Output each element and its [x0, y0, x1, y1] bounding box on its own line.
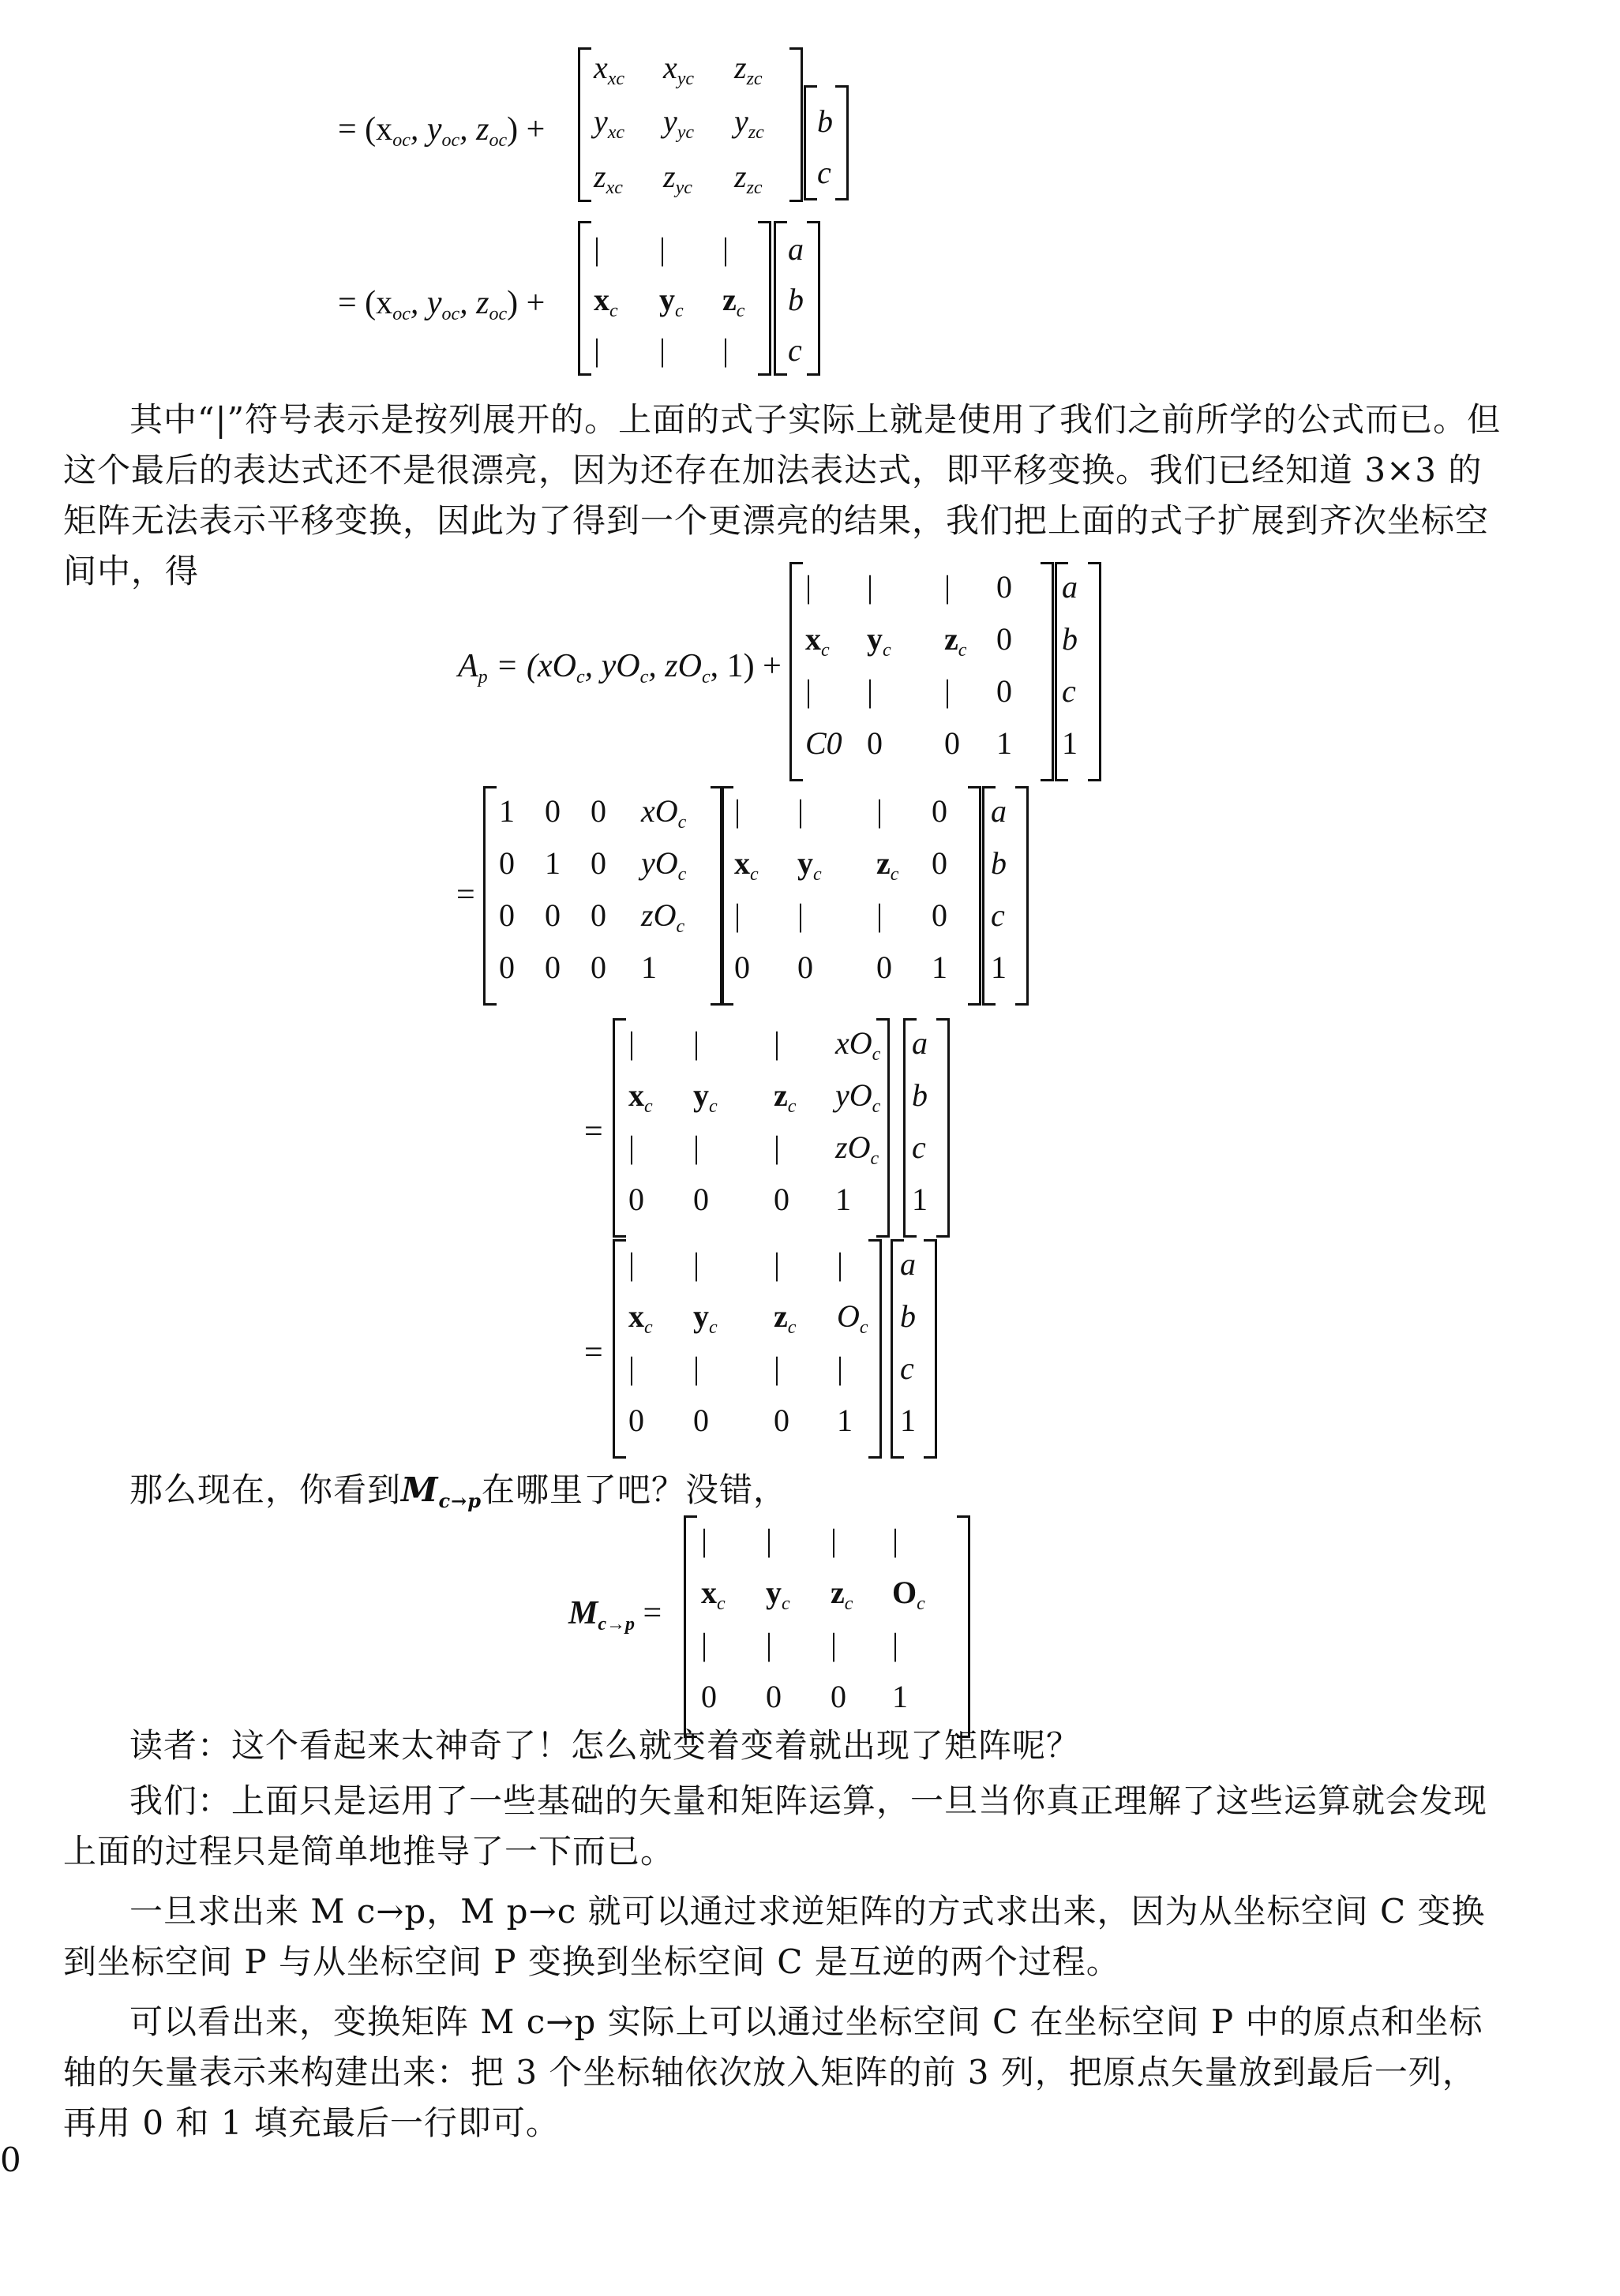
matrix-entry: |: [766, 1627, 773, 1662]
vector-entry: c: [817, 155, 831, 190]
matrix-entry: C0: [805, 725, 842, 761]
vector-entry: b: [900, 1298, 916, 1334]
matrix-entry: |: [693, 1025, 700, 1061]
matrix-entry: $y_{xc}$: [594, 103, 625, 143]
vector-entry: a: [900, 1246, 916, 1282]
matrix-entry: 0: [774, 1403, 789, 1438]
matrix-entry: $y_c$: [797, 845, 822, 885]
matrix-entry: |: [628, 1246, 636, 1282]
vector-entry: b: [788, 282, 804, 317]
matrix-entry: $z_c$: [876, 845, 899, 885]
matrix-entry: |: [659, 332, 666, 368]
matrix-entry: |: [766, 1523, 773, 1558]
bracket-right: [807, 221, 820, 376]
eq-equals: =: [584, 1114, 603, 1150]
matrix-entry: |: [867, 569, 874, 605]
matrix-entry: |: [722, 332, 729, 368]
matrix-entry: 0: [693, 1182, 709, 1217]
bracket-left: [613, 1239, 626, 1459]
bracket-left: [804, 85, 817, 200]
bracket-left: [578, 47, 591, 202]
matrix-entry: |: [797, 793, 804, 829]
vector-entry: b: [912, 1077, 928, 1113]
matrix-entry: 0: [693, 1403, 709, 1438]
bracket-left: [578, 221, 591, 376]
matrix-entry: $x_c$: [628, 1077, 653, 1117]
bracket-right: [835, 85, 849, 200]
vector-entry: b: [991, 845, 1007, 881]
vector-entry: c: [991, 897, 1005, 933]
matrix-entry: 0: [831, 1679, 846, 1714]
matrix-entry: 0: [499, 845, 515, 881]
matrix-entry: 0: [996, 569, 1012, 605]
matrix-entry: |: [876, 793, 883, 829]
bracket-left: [789, 562, 803, 781]
matrix-entry: $x_c$: [701, 1575, 726, 1614]
matrix-entry: 0: [591, 949, 606, 985]
vector-entry: c: [912, 1129, 926, 1165]
matrix-entry: $y_c$: [659, 282, 684, 321]
matrix-entry: 0: [734, 949, 750, 985]
matrix-entry: $z_c$: [831, 1575, 853, 1614]
eq-final-lhs: $M_{c\to p}$ =: [568, 1595, 662, 1635]
matrix-entry: 0: [545, 897, 561, 933]
matrix-entry: |: [594, 231, 601, 267]
matrix-entry: $z_c$: [944, 621, 967, 661]
vector-entry: 1: [900, 1403, 916, 1438]
matrix-entry: $x_{yc}$: [663, 50, 695, 89]
bracket-right: [1088, 562, 1101, 781]
matrix-entry: 0: [996, 673, 1012, 709]
vector-entry: b: [817, 103, 833, 139]
matrix-entry: |: [628, 1129, 636, 1165]
matrix-entry: $z_c$: [774, 1298, 797, 1338]
matrix-entry: 0: [499, 897, 515, 933]
matrix-entry: 0: [766, 1679, 782, 1714]
vector-entry: 1: [991, 949, 1007, 985]
bracket-right: [936, 1018, 950, 1238]
vector-entry: 1: [912, 1182, 928, 1217]
vector-entry: a: [1062, 569, 1078, 605]
page-number: 0: [0, 2141, 22, 2179]
matrix-entry: |: [722, 231, 729, 267]
matrix-entry: 0: [591, 897, 606, 933]
matrix-entry: |: [867, 673, 874, 709]
matrix-entry: $xO_c$: [641, 793, 687, 833]
matrix-entry: |: [594, 332, 601, 368]
bracket-right: [1015, 786, 1029, 1006]
paragraph-reader: 读者：这个看起来太神奇了！怎么就变着变着就出现了矩阵呢？: [129, 1726, 1081, 1765]
paragraph-homogeneous-intro: 其中“|”符号表示是按列展开的。上面的式子实际上就是使用了我们之前所学的公式而已。但这个最后的表达式还不是很漂亮，因为还存在加法表达式，即平移变换。我们已经知道 3×3 的矩阵无法表示平移变换，因此为了得到一个更漂亮的结果，我们把上面的式子扩展到齐次坐标空间中，得: [63, 400, 1502, 590]
matrix-entry: |: [693, 1350, 700, 1386]
matrix-entry: 0: [628, 1403, 644, 1438]
matrix-entry: |: [774, 1025, 781, 1061]
matrix-entry: $y_{yc}$: [663, 103, 695, 143]
matrix-entry: $z_{zc}$: [734, 50, 763, 89]
eq-equals: =: [456, 877, 475, 913]
bracket-left: [720, 786, 733, 1006]
matrix-entry: 1: [932, 949, 947, 985]
matrix-entry: 1: [545, 845, 561, 881]
matrix-entry: |: [892, 1523, 899, 1558]
matrix-entry: $x_c$: [594, 282, 618, 321]
matrix-entry: |: [944, 569, 951, 605]
matrix-entry: |: [693, 1129, 700, 1165]
matrix-entry: 0: [876, 949, 892, 985]
vector-entry: a: [912, 1025, 928, 1061]
matrix-entry: $y_c$: [693, 1077, 718, 1117]
matrix-entry: $y_c$: [867, 621, 891, 661]
matrix-entry: |: [693, 1246, 700, 1282]
matrix-entry: $yO_c$: [641, 845, 687, 885]
matrix-entry: |: [837, 1246, 844, 1282]
matrix-entry: 0: [932, 897, 947, 933]
matrix-entry: |: [797, 897, 804, 933]
matrix-entry: 1: [837, 1403, 853, 1438]
bracket-right: [758, 221, 771, 376]
bracket-right: [924, 1239, 937, 1459]
matrix-entry: 1: [996, 725, 1012, 761]
matrix-entry: |: [831, 1523, 838, 1558]
matrix-entry: $z_c$: [774, 1077, 797, 1117]
vector-entry: c: [788, 332, 802, 368]
matrix-entry: |: [876, 897, 883, 933]
vector-entry: c: [900, 1350, 914, 1386]
matrix-entry: |: [774, 1129, 781, 1165]
vector-entry: c: [1062, 673, 1076, 709]
matrix-entry: 0: [996, 621, 1012, 657]
matrix-entry: |: [628, 1350, 636, 1386]
matrix-entry: |: [734, 793, 741, 829]
vector-entry: b: [1062, 621, 1078, 657]
matrix-entry: $y_c$: [766, 1575, 790, 1614]
matrix-entry: 0: [499, 949, 515, 985]
matrix-entry: |: [659, 231, 666, 267]
matrix-entry: $z_c$: [722, 282, 745, 321]
matrix-entry: $x_c$: [734, 845, 759, 885]
matrix-entry: $x_c$: [805, 621, 830, 661]
eq-top-line2-lhs: = ($x_{oc}$, $y_{oc}$, $z_{oc}$) +: [338, 285, 546, 324]
bracket-left: [483, 786, 497, 1006]
matrix-entry: 0: [774, 1182, 789, 1217]
matrix-entry: 0: [591, 793, 606, 829]
paragraph-build-matrix: 可以看出来，变换矩阵 M c→p 实际上可以通过坐标空间 C 在坐标空间 P 中的原点和坐标轴的矢量表示来构建出来：把 3 个坐标轴依次放入矩阵的前 3 列，把原点矢量放到最后一列，再用 0 和 1 填充最后一行即可。: [63, 2002, 1483, 2142]
line-where-m: 那么现在，你看到$M_{c\to p}$在哪里了吧？没错，: [129, 1470, 788, 1512]
eq-equals: =: [584, 1335, 603, 1371]
matrix-entry: $xO_c$: [835, 1025, 881, 1065]
matrix-entry: 0: [628, 1182, 644, 1217]
matrix-entry: |: [892, 1627, 899, 1662]
matrix-entry: 1: [499, 793, 515, 829]
vector-entry: a: [788, 231, 804, 267]
matrix-entry: |: [944, 673, 951, 709]
matrix-entry: |: [774, 1246, 781, 1282]
matrix-entry: 1: [892, 1679, 908, 1714]
matrix-entry: |: [774, 1350, 781, 1386]
matrix-entry: 0: [545, 949, 561, 985]
bracket-right: [1041, 562, 1054, 781]
matrix-entry: 0: [932, 845, 947, 881]
matrix-entry: $zO_c$: [835, 1129, 879, 1169]
eq-ap-lhs: $A_p = (xO_c$, $yO_c$, $zO_c$, 1) +: [458, 648, 782, 687]
matrix-entry: |: [837, 1350, 844, 1386]
bracket-right: [957, 1515, 970, 1738]
matrix-entry: 1: [641, 949, 657, 985]
bracket-right: [868, 1239, 882, 1459]
matrix-entry: |: [628, 1025, 636, 1061]
matrix-entry: 0: [867, 725, 883, 761]
matrix-entry: $yO_c$: [835, 1077, 881, 1117]
paragraph-us: 我们：上面只是运用了一些基础的矢量和矩阵运算，一旦当你真正理解了这些运算就会发现上面的过程只是简单地推导了一下而已。: [63, 1781, 1488, 1871]
matrix-entry: $z_{zc}$: [734, 159, 763, 198]
matrix-entry: |: [831, 1627, 838, 1662]
matrix-entry: |: [805, 673, 812, 709]
paragraph-inverse: 一旦求出来 M c→p，M p→c 就可以通过求逆矩阵的方式求出来，因为从坐标空间 C 变换到坐标空间 P 与从坐标空间 P 变换到坐标空间 C 是互逆的两个过程。: [63, 1892, 1486, 1981]
vector-entry: a: [991, 793, 1007, 829]
matrix-entry: $z_{yc}$: [663, 159, 692, 198]
matrix-entry: $x_c$: [628, 1298, 653, 1338]
matrix-entry: 0: [701, 1679, 717, 1714]
bracket-right: [789, 47, 803, 202]
bracket-left: [684, 1515, 697, 1738]
bracket-right: [968, 786, 981, 1006]
matrix-entry: $z_{xc}$: [594, 159, 623, 198]
matrix-entry: $y_{zc}$: [734, 103, 764, 143]
matrix-entry: $O_c$: [892, 1575, 925, 1614]
matrix-entry: 1: [835, 1182, 851, 1217]
matrix-entry: 0: [932, 793, 947, 829]
matrix-entry: $O_c$: [837, 1298, 868, 1338]
matrix-entry: |: [805, 569, 812, 605]
matrix-entry: $zO_c$: [641, 897, 685, 937]
matrix-entry: |: [701, 1523, 708, 1558]
matrix-entry: 0: [797, 949, 813, 985]
bracket-left: [613, 1018, 626, 1238]
eq-top-line1-lhs: = ($x_{oc}$, $y_{oc}$, $z_{oc}$) +: [338, 111, 546, 151]
matrix-entry: $y_c$: [693, 1298, 718, 1338]
matrix-entry: 0: [591, 845, 606, 881]
vector-entry: 1: [1062, 725, 1078, 761]
matrix-entry: 0: [944, 725, 960, 761]
matrix-entry: 0: [545, 793, 561, 829]
matrix-entry: |: [734, 897, 741, 933]
bracket-left: [774, 221, 787, 376]
matrix-entry: $x_{xc}$: [594, 50, 625, 89]
matrix-entry: |: [701, 1627, 708, 1662]
